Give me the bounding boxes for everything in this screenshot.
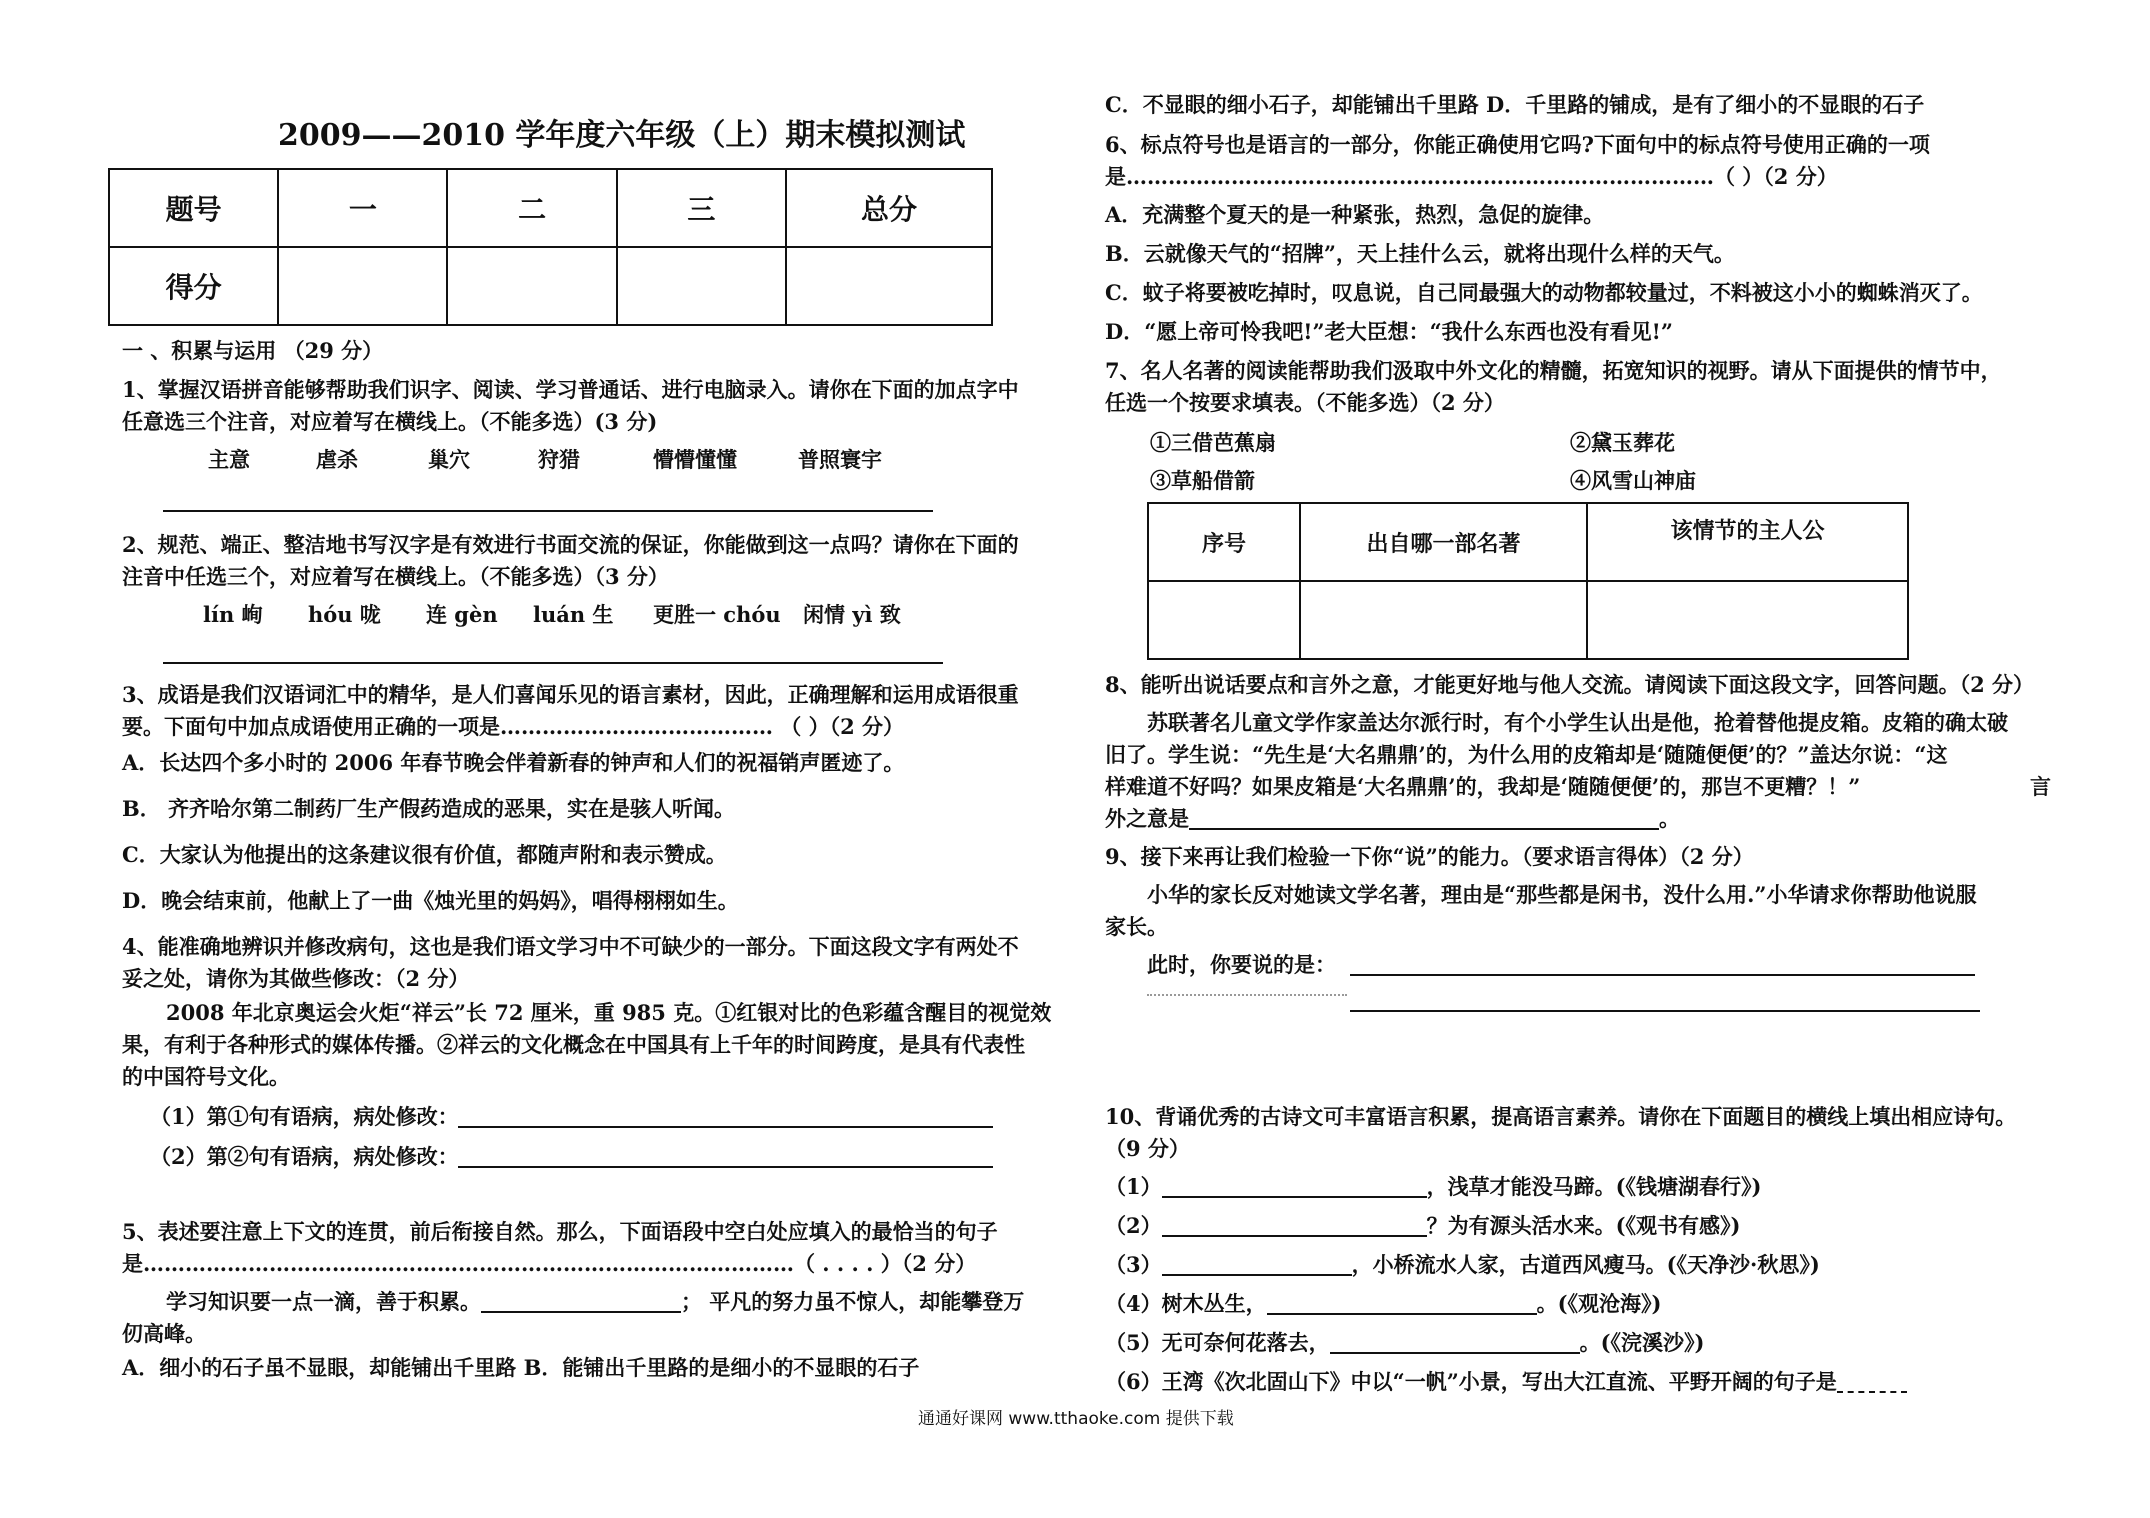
q5-passage	[166, 1285, 1024, 1319]
score-cell[interactable]	[447, 247, 616, 325]
q5-option-a[interactable]: A．细小的石子虽不显眼，却能铺出千里路 B．能铺出千里路的是细小的不显眼的石子	[122, 1355, 920, 1380]
q8-text: 8、能听出说话要点和言外之意，才能更好地与他人交流。请阅读下面这段文字，回答问题。（2 分）	[1105, 672, 2035, 697]
q10-blank-1[interactable]	[1162, 1174, 1427, 1198]
q1-word: 巢穴	[428, 447, 470, 472]
q3-option-c[interactable]: C．大家认为他提出的这条建议很有价值，都随声附和表示赞成。	[122, 842, 727, 867]
q9-answer-line-2[interactable]	[1350, 1010, 1980, 1012]
q7-option: ①三借芭蕉扇	[1150, 430, 1276, 455]
q10-item-3	[1105, 1248, 1820, 1282]
q10-blank-5[interactable]	[1330, 1330, 1580, 1354]
q8-passage: 言	[2030, 774, 2051, 799]
q1-text: 任意选三个注音，对应着写在横线上。（不能多选）(3 分)	[122, 409, 658, 434]
q7-text: 7、名人名著的阅读能帮助我们汲取中外文化的精髓，拓宽知识的视野。请从下面提供的情节中，	[1105, 358, 2002, 383]
q10-blank-6[interactable]	[1837, 1369, 1907, 1393]
q5-text: 5、表述要注意上下文的连贯，前后衔接自然。那么，下面语段中空白处应填入的最恰当的句子	[122, 1219, 998, 1244]
q5-blank[interactable]	[481, 1289, 681, 1313]
q7-cell[interactable]	[1300, 581, 1587, 659]
q2-answer-line[interactable]	[163, 662, 943, 664]
page-title: 2009——2010 学年度六年级（上）期末模拟测试	[278, 118, 966, 153]
q4-sub2: （2）第②句有语病，病处修改：	[150, 1144, 459, 1169]
q10-text: 10、背诵优秀的古诗文可丰富语言积累，提高语言素养。请你在下面题目的横线上填出相应诗句。	[1105, 1104, 2017, 1129]
q4-text: 4、能准确地辨识并修改病句，这也是我们语文学习中不可缺少的一部分。下面这段文字有两处不	[122, 934, 1019, 959]
q6-text: 是…………………………………………………………………………（ ）（2 分）	[1105, 164, 1838, 189]
q10-item-2	[1105, 1209, 1741, 1243]
q10-item-number: （1）	[1105, 1174, 1162, 1199]
q9-answer-line-1[interactable]	[1350, 974, 1975, 976]
q10-item-text: ？为有源头活水来。(《观书有感》)	[1426, 1213, 1741, 1238]
q1-word: 普照寰宇	[798, 447, 882, 472]
q8-answer-line[interactable]	[1189, 806, 1659, 830]
q8-passage: 苏联著名儿童文学作家盖达尔派行时，有个小学生认出是他，抢着替他提皮箱。皮箱的确太破	[1147, 710, 2008, 735]
q1-answer-line[interactable]	[163, 510, 933, 512]
q5-passage: 仞高峰。	[122, 1321, 206, 1346]
q10-blank-4[interactable]	[1267, 1291, 1537, 1315]
q1-word: 虐杀	[316, 447, 358, 472]
q4-answer-line-1[interactable]	[458, 1126, 993, 1128]
q6-option-a[interactable]: A．充满整个夏天的是一种紧张，热烈，急促的旋律。	[1105, 202, 1605, 227]
score-cell[interactable]	[278, 247, 447, 325]
q3-option-d[interactable]: D．晚会结束前，他献上了一曲《烛光里的妈妈》，唱得栩栩如生。	[122, 888, 739, 913]
q6-option-b[interactable]: B．云就像天气的“招牌”，天上挂什么云，就将出现什么样的天气。	[1105, 241, 1735, 266]
q5-text: 是…………………………………………………………………………………（ . . . . ）（2 分）	[122, 1251, 977, 1276]
q7-header: 序号	[1148, 503, 1300, 581]
score-header: 二	[447, 169, 616, 247]
score-header: 总分	[786, 169, 992, 247]
q9-passage: 小华的家长反对她读文学名著，理由是“那些都是闲书，没什么用.”小华请求你帮助他说服	[1147, 882, 1977, 907]
q4-passage: 的中国符号文化。	[122, 1064, 290, 1089]
q8-passage: 旧了。学生说：“先生是‘大名鼎鼎’的，为什么用的皮箱却是‘随随便便’的？”盖达尔说：“这	[1105, 742, 1948, 767]
q2-word: luán 生	[533, 602, 614, 627]
q10-item-text: ，小桥流水人家，古道西风瘦马。(《天净沙·秋思》)	[1351, 1252, 1820, 1277]
q10-item-4	[1105, 1287, 1662, 1321]
footer-credit: 通通好课网 www.tthaoke.com 提供下载	[918, 1409, 1234, 1429]
q2-word: 更胜一 chóu	[653, 602, 781, 627]
q10-item-6	[1105, 1365, 1907, 1399]
q1-word: 主意	[208, 447, 250, 472]
q4-answer-line-2[interactable]	[458, 1166, 993, 1168]
q7-header: 出自哪一部名著	[1300, 503, 1587, 581]
q10-item-text: 。(《浣溪沙》)	[1579, 1330, 1705, 1355]
q4-passage: 2008 年北京奥运会火炬“祥云”长 72 厘米，重 985 克。①红银对比的色彩蕴含醒目的视觉效	[166, 1000, 1052, 1025]
q2-text: 2、规范、端正、整洁地书写汉字是有效进行书面交流的保证，你能做到这一点吗？请你在下面的	[122, 532, 1019, 557]
score-row-label: 得分	[109, 247, 278, 325]
q10-text: （9 分）	[1105, 1136, 1190, 1161]
q10-item-1	[1105, 1170, 1762, 1204]
score-header: 三	[617, 169, 786, 247]
q4-passage: 果，有利于各种形式的媒体传播。②祥云的文化概念在中国具有上千年的时间跨度，是具有代表性	[122, 1032, 1025, 1057]
q10-item-text: 。(《观沧海》)	[1536, 1291, 1662, 1316]
q2-text: 注音中任选三个，对应着写在横线上。（不能多选）（3 分）	[122, 564, 669, 589]
q4-text: 妥之处，请你为其做些修改：（2 分）	[122, 966, 470, 991]
q10-item-number: （2）	[1105, 1213, 1162, 1238]
q10-item-5	[1105, 1326, 1705, 1360]
q7-cell[interactable]	[1587, 581, 1908, 659]
q8-answer-end: 。	[1659, 806, 1680, 831]
q7-table	[1147, 502, 1909, 660]
q7-option: ②黛玉葬花	[1570, 430, 1675, 455]
q5-passage-part: 学习知识要一点一滴，善于积累。	[166, 1289, 481, 1314]
q2-word: 连 gèn	[426, 602, 498, 627]
score-cell[interactable]	[617, 247, 786, 325]
section-heading: 一 、积累与运用 （29 分）	[122, 338, 384, 363]
q8-answer-label: 外之意是	[1105, 806, 1189, 831]
q7-header: 该情节的主人公	[1587, 503, 1908, 581]
q3-option-a[interactable]: A．长达四个多小时的 2006 年春节晚会伴着新春的钟声和人们的祝福销声匿迹了。	[122, 750, 905, 775]
q3-option-b[interactable]: B． 齐齐哈尔第二制药厂生产假药造成的恶果，实在是骇人听闻。	[122, 796, 736, 821]
q9-prompt: 此时，你要说的是：	[1147, 952, 1336, 977]
q10-item-text: （6）王湾《次北固山下》中以“一帆”小景，写出大江直流、平野开阔的句子是	[1105, 1369, 1837, 1394]
q3-text: 要。下面句中加点成语使用正确的一项是………………………………… （ ）（2 分）	[122, 714, 905, 739]
score-header: 题号	[109, 169, 278, 247]
q6-text: 6、标点符号也是语言的一部分，你能正确使用它吗?下面句中的标点符号使用正确的一项	[1105, 132, 1930, 157]
q10-item-text: （5）无可奈何花落去，	[1105, 1330, 1330, 1355]
q2-word: lín 峋	[203, 602, 263, 627]
q8-answer	[1105, 802, 1680, 836]
score-header: 一	[278, 169, 447, 247]
q1-text: 1、掌握汉语拼音能够帮助我们识字、阅读、学习普通话、进行电脑录入。请你在下面的加点字中	[122, 377, 1019, 402]
q9-passage: 家长。	[1105, 914, 1168, 939]
q4-sub1: （1）第①句有语病，病处修改：	[150, 1104, 459, 1129]
q8-passage: 样难道不好吗？如果皮箱是‘大名鼎鼎’的，我却是‘随随便便’的，那岂不更糟？！”	[1105, 774, 1861, 799]
q9-text: 9、接下来再让我们检验一下你“说”的能力。（要求语言得体）（2 分）	[1105, 844, 1754, 869]
q6-option-d[interactable]: D．“愿上帝可怜我吧!”老大臣想：“我什么东西也没有看见!”	[1105, 319, 1673, 344]
q3-text: 3、成语是我们汉语词汇中的精华，是人们喜闻乐见的语言素材，因此，正确理解和运用成语很重	[122, 682, 1019, 707]
q10-item-text: （4）树木丛生，	[1105, 1291, 1267, 1316]
score-table	[108, 168, 993, 326]
q7-option: ④风雪山神庙	[1570, 468, 1696, 493]
score-cell[interactable]	[786, 247, 992, 325]
q1-word: 狩猎	[538, 447, 580, 472]
q2-word: hóu 咙	[308, 602, 381, 627]
q7-text: 任选一个按要求填表。（不能多选）（2 分）	[1105, 390, 1505, 415]
q7-option: ③草船借箭	[1150, 468, 1255, 493]
q6-option-c[interactable]: C．蚊子将要被吃掉时，叹息说，自己同最强大的动物都较量过，不料被这小小的蜘蛛消灭了。	[1105, 280, 1983, 305]
q10-item-text: ，浅草才能没马蹄。(《钱塘湖春行》)	[1426, 1174, 1762, 1199]
q5-passage-part: ； 平凡的努力虽不惊人，却能攀登万	[681, 1289, 1025, 1314]
q10-blank-2[interactable]	[1162, 1213, 1427, 1237]
q9-dotted-line	[1147, 994, 1347, 996]
q1-word: 懵懵懂懂	[653, 447, 737, 472]
q5-option-c[interactable]: C．不显眼的细小石子，却能铺出千里路 D．千里路的铺成，是有了细小的不显眼的石子	[1105, 92, 1925, 117]
q10-item-number: （3）	[1105, 1252, 1162, 1277]
q10-blank-3[interactable]	[1162, 1252, 1352, 1276]
q7-cell[interactable]	[1148, 581, 1300, 659]
q2-word: 闲情 yì 致	[803, 602, 901, 627]
